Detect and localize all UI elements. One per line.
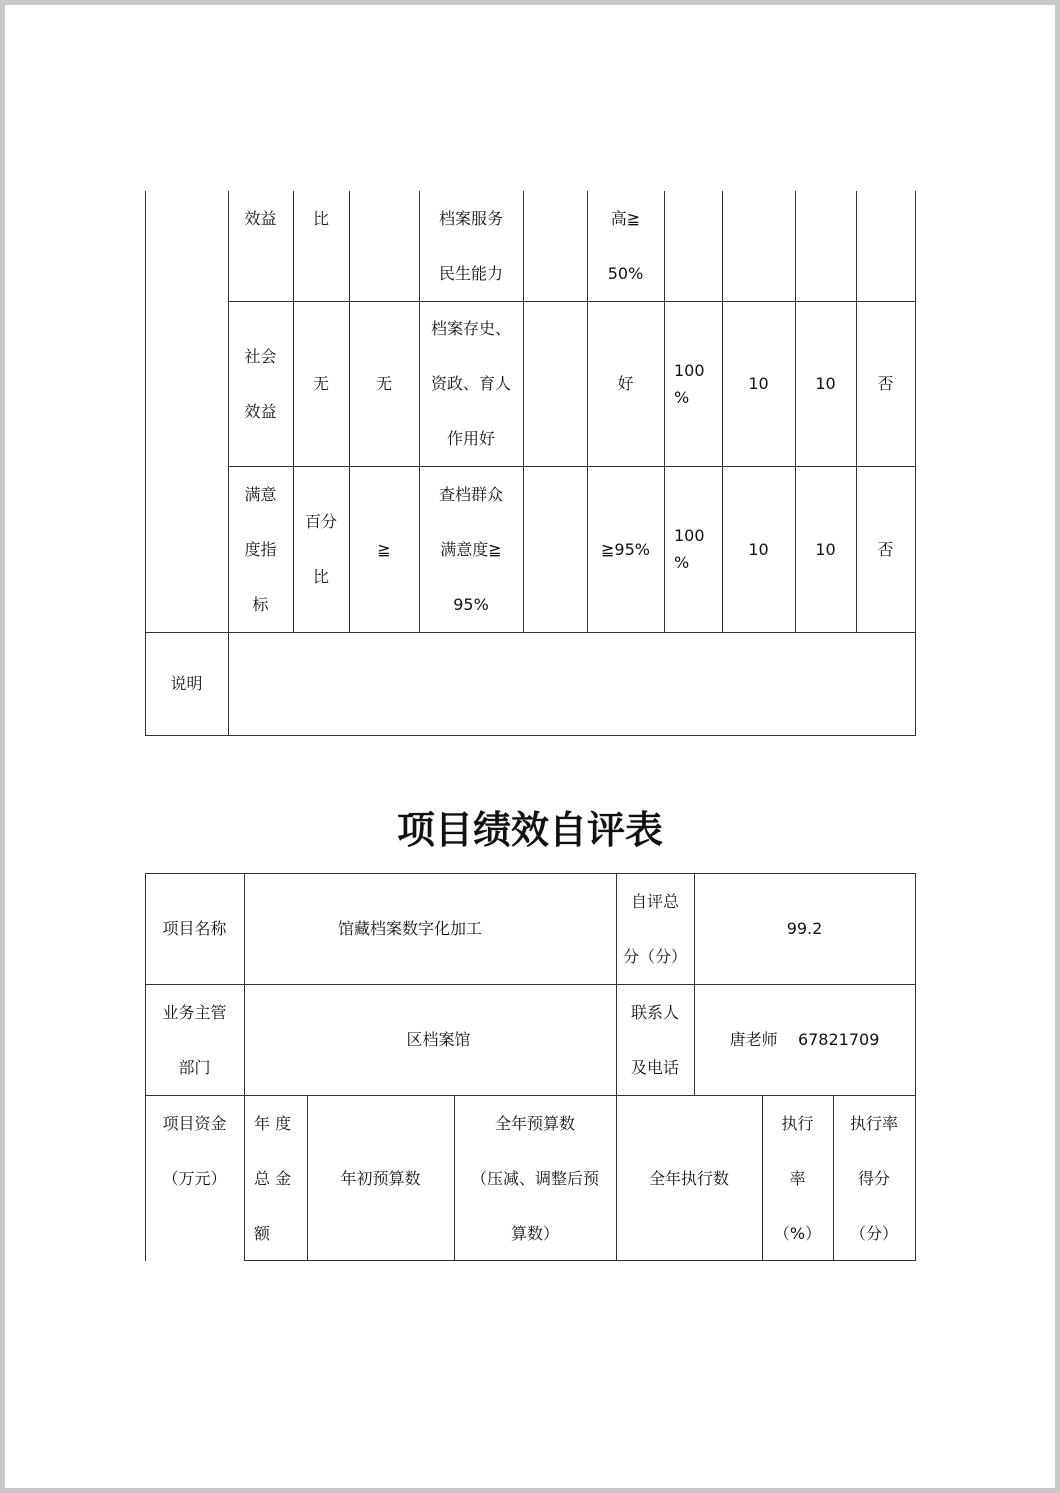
- row2-symbol: 无: [375, 374, 392, 393]
- rule: [523, 191, 524, 633]
- rule: [145, 735, 915, 736]
- fund-label: 项目资金 （万元）: [162, 1113, 227, 1188]
- total-score: 99.2: [786, 919, 823, 938]
- row3-weight: 10: [748, 539, 769, 559]
- row3-target: ≧95%: [601, 539, 650, 559]
- col-execution: 全年执行数: [648, 1168, 729, 1188]
- col-full-budget: 全年预算数 （压减、调整后预 算数）: [470, 1113, 599, 1243]
- row3-deduct: 否: [877, 539, 894, 559]
- col-exec-rate: 执行 率 （%）: [773, 1113, 822, 1243]
- dept: 区档案馆: [406, 1030, 471, 1049]
- row1-content: 档案服务 民生能力: [438, 209, 503, 283]
- project-name: 馆藏档案数字化加工: [337, 919, 482, 938]
- dept-label: 业务主管 部门: [162, 1002, 227, 1077]
- row3-content: 查档群众 满意度≧ 95%: [438, 484, 503, 614]
- contact: 唐老师 67821709: [729, 1030, 880, 1049]
- col-initial-budget: 年初预算数: [340, 1168, 421, 1188]
- row1-indicator: 效益: [244, 209, 277, 228]
- row2-indicator: 社会 效益: [244, 346, 277, 421]
- row1-symbol: [349, 191, 419, 301]
- contact-label: 联系人 及电话: [630, 1002, 679, 1077]
- row2-deduct: 否: [877, 374, 894, 393]
- row2-unit: 无: [312, 374, 329, 393]
- rule: [915, 873, 916, 1261]
- row3-indicator: 满意 度指 标: [244, 484, 277, 614]
- note-label: 说明: [170, 674, 203, 693]
- row2-weight: 10: [748, 374, 769, 393]
- col-exec-score: 执行率 得分 （分）: [849, 1113, 898, 1243]
- row2-score: 10: [815, 374, 836, 393]
- rule: [915, 191, 916, 736]
- row1-target: 高≧ 50%: [607, 209, 644, 283]
- row3-unit: 百分 比: [304, 512, 337, 586]
- row2-content: 档案存史、 资政、育人 作用好: [430, 319, 511, 448]
- row3-symbol: ≧: [377, 539, 391, 559]
- project-name-label: 项目名称: [162, 919, 227, 938]
- row2-target: 好: [617, 374, 634, 393]
- total-score-label: 自评总 分（分）: [622, 891, 687, 966]
- document-page: [5, 5, 1055, 1488]
- page-title: 项目绩效自评表: [396, 807, 663, 852]
- row2-completion: 100 %: [674, 360, 705, 407]
- col-annual-total: 年 度 总 金 额: [254, 1113, 292, 1243]
- row3-score: 10: [815, 539, 836, 559]
- row1-unit: 比: [312, 209, 329, 228]
- row3-completion: 100 %: [674, 526, 705, 572]
- note-value: [228, 632, 915, 735]
